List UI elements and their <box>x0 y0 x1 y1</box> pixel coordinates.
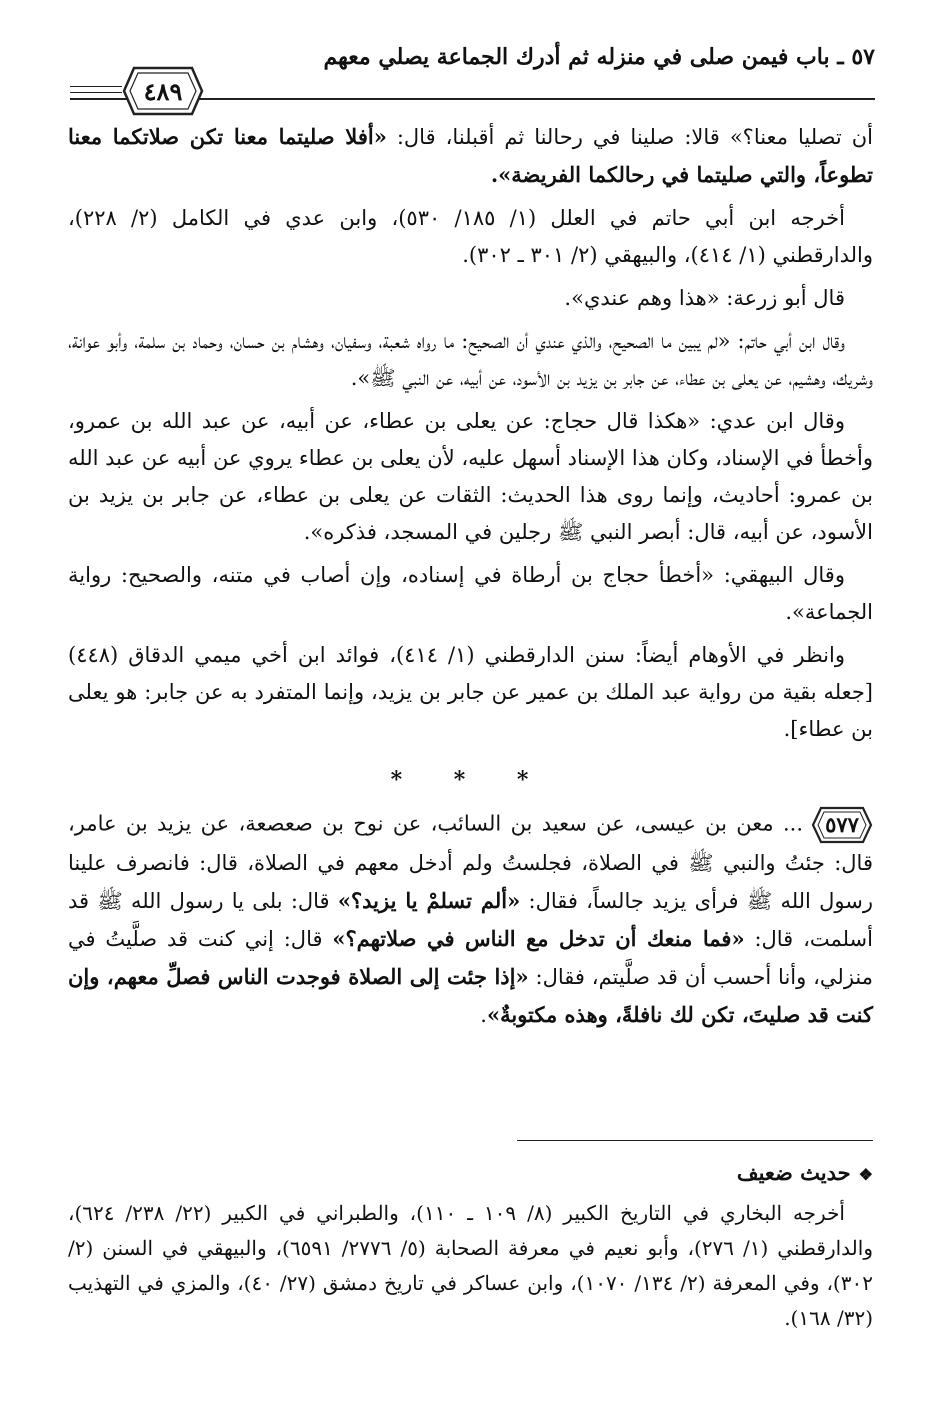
footnote-text: أخرجه البخاري في التاريخ الكبير (٨/ ١٠٩ ـ ١١٠)، والطبراني في الكبير (٢٢/ ٢٣٨/ ٦٢٤)، والدارقطني (١/ ٢٧٦)، وأبو نعيم في معرفة الصحابة (٥/ ٢٧٧٦/ ٦٥٩١)، والبيهقي في السنن (٢/ ٣٠٢)، وفي المعرفة (٢/ ١٣٤/ ١٠٧٠)، وابن عساكر في تاريخ دمشق (٢٧/ ٤٠)، والمزي في التهذيب (٣٢/ ١٦٨). <box>68 1201 873 1330</box>
bayhaqi-paragraph: وقال البيهقي: «أخطأ حجاج بن أرطاة في إسناده، وإن أصاب في متنه، والصحيح: رواية الجماعة». <box>68 563 873 624</box>
abu-zurah-paragraph: قال أبو زرعة: «هذا وهم عندي». <box>564 286 845 310</box>
page-number: ٤٨٩ <box>143 76 183 106</box>
page-header <box>70 40 875 106</box>
hadith-grade <box>68 1155 873 1192</box>
grade-label: حديث ضعيف <box>736 1160 851 1185</box>
hadith-text: قال: إني كنت قد صلَّيتُ في منزلي، وأنا أحسب أن قد صلَّيتم، فقال: <box>68 927 874 989</box>
chapter-title: ٥٧ ـ باب فيمن صلى في منزله ثم أدرك الجماعة يصلي معهم <box>323 44 875 70</box>
prophetic-quote: «فما منعك أن تدخل مع الناس في صلاتهم؟» <box>332 926 745 951</box>
takhrij-paragraph: أخرجه ابن أبي حاتم في العلل (١/ ١٨٥/ ٥٣٠)، وابن عدي في الكامل (٢/ ٢٢٨)، والدارقطني (١/ ٤١٤)، والبيهقي (٢/ ٣٠١ ـ ٣٠٢). <box>68 206 873 267</box>
hadith-continuation <box>68 118 873 194</box>
main-text <box>68 118 873 1040</box>
hadith-number: ٥٧٧ <box>825 812 859 837</box>
hadith-continuation-text: أن تصليا معنا؟» قالا: صلينا في رحالنا ثم أقبلنا، قال: <box>386 125 873 149</box>
prophetic-quote: «إذا جئت إلى الصلاة فوجدت الناس فصلِّ معهم، وإن كنت قد صليتَ، تكن لك نافلةً، وهذه مكتوبةٌ» <box>68 964 873 1027</box>
ibn-abi-hatim-paragraph: وقال ابن أبي حاتم: «لم يبين ما الصحيح، والذي عندي أن الصحيح: ما رواه شعبة، وسفيان، وهشام بن حسان، وحماد بن سلمة، وأبو عوانة، وشريك، وهشيم، عن يعلى بن عطاء، عن جابر بن يزيد بن الأسود، عن أبيه، عن النبي ﷺ». <box>68 329 873 390</box>
hadith-text: . <box>480 1003 487 1027</box>
footnote-section <box>68 1140 873 1336</box>
page-number-badge <box>122 64 204 118</box>
header-ornament-lines <box>70 86 122 98</box>
ibn-adi-paragraph: وقال ابن عدي: «هكذا قال حجاج: عن يعلى بن عطاء، عن أبيه، عن عبد الله بن عمرو، وأخطأ في الإسناد، وكان هذا الإسناد أسهل عليه، لأن يعلى بن عطاء يروي عن أبيه عن عبد الله بن عمرو: أحاديث، وإنما روى هذا الحديث: الثقات عن يعلى بن عطاء، عن جابر بن يزيد بن الأسود، عن أبيه، قال: أبصر النبي ﷺ رجلين في المسجد، فذكره». <box>68 409 873 544</box>
hadith-text: قال: بلى يا رسول الله ﷺ قد أسلمت، قال: <box>68 889 873 951</box>
hadith-text: ... معن بن عيسى، عن سعيد بن السائب، عن نوح بن صعصعة، عن يزيد بن عامر، قال: جئتُ والنبي ﷺ في الصلاة، فجلستُ ولم أدخل معهم في الصلاة، قال: فانصرف علينا رسول الله ﷺ فرأى يزيد جالساً، فقال: <box>68 811 873 913</box>
prophetic-quote: «أفلا صليتما معنا تكن صلاتكما معنا تطوعاً، والتي صليتما في رحالكما الفريضة». <box>68 124 873 187</box>
hadith-577 <box>68 805 873 1034</box>
hadith-number-badge <box>811 805 873 845</box>
footnote-rule <box>517 1140 873 1141</box>
prophetic-quote: «ألم تسلمْ يا يزيد؟» <box>337 888 521 913</box>
see-also-paragraph: وانظر في الأوهام أيضاً: سنن الدارقطني (١/ ٤١٤)، فوائد ابن أخي ميمي الدقاق (٤٤٨) [جعله بقية من رواية عبد الملك بن عمير عن جابر بن يزيد، وإنما المتفرد به عن جابر: هو يعلى بن عطاء]. <box>68 643 873 741</box>
section-separator: * * * <box>390 767 551 793</box>
grade-bullet-icon: ❖ <box>858 1165 873 1184</box>
